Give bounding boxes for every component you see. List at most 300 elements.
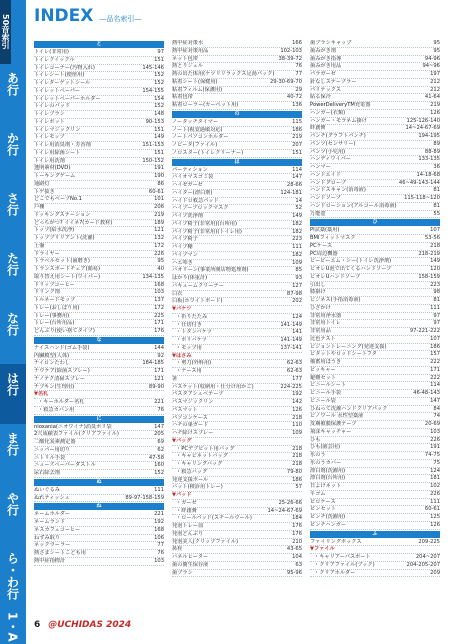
entry-pages: 191 — [430, 444, 440, 451]
entry-pages: 55 — [433, 210, 440, 217]
entry-term: ハンマー — [310, 164, 331, 170]
entry-pages: 28-66 — [286, 182, 302, 188]
entry-pages: 168 — [154, 281, 164, 288]
entry-term: ・クリアホルダー — [314, 569, 356, 576]
entry-pages: 106 — [154, 534, 164, 541]
entry-term: 歯の衛生保存液 — [172, 561, 209, 568]
entry-term: ぬれティッシュ — [34, 494, 70, 501]
side-tab-label: 1・A — [5, 612, 20, 642]
entry-pages: 81 — [433, 187, 440, 194]
index-entry — [310, 48, 440, 56]
entry-pages: 97 — [157, 49, 164, 55]
index-entry — [34, 353, 164, 361]
entry-term: ハンドエイド — [310, 171, 341, 178]
entry-pages: 95-96 — [286, 569, 302, 576]
index-entry — [34, 282, 164, 290]
index-entry — [172, 500, 302, 508]
kana-section-header: は — [172, 159, 302, 166]
entry-term: 皮膚被膜保護テープ — [310, 421, 357, 427]
index-entry — [34, 384, 164, 392]
index-entry — [34, 391, 164, 399]
entry-pages: 52 — [295, 205, 302, 212]
index-column-2 — [172, 40, 302, 577]
entry-pages: 141-149 — [280, 337, 302, 343]
entry-term: ノロスター(トイレクリーナー) — [172, 149, 244, 156]
entry-term: トイレモップ — [34, 134, 65, 141]
index-entry — [172, 523, 302, 531]
entry-term: トルネードモップ — [34, 297, 76, 303]
entry-pages: 46~49-143-144 — [398, 179, 440, 186]
entry-pages: 209 — [430, 569, 440, 576]
entry-term: ・救急バッグ — [176, 468, 208, 475]
entry-pages: 160 — [154, 462, 164, 469]
index-entry — [310, 71, 440, 79]
entry-term: 発達支援ボール — [172, 476, 209, 483]
index-entry — [172, 260, 302, 268]
entry-term: パラガーゼ — [310, 71, 336, 77]
entry-term: ビニール手袋 — [310, 390, 342, 396]
entry-term: ナノテク清掃スプレー — [34, 375, 86, 382]
page-subtitle: ―品名索引― — [99, 15, 142, 23]
entry-term: ハンドローション(アルコール消毒液) — [310, 202, 397, 209]
index-entry — [310, 460, 440, 468]
entry-pages: 125-126-140 — [406, 117, 440, 124]
index-entry — [172, 422, 302, 430]
entry-term: パンツ(センサリー) — [310, 140, 356, 147]
entry-term: パーティション — [172, 166, 208, 173]
entry-term: 歯みがき用品 — [310, 63, 342, 70]
entry-pages: 172 — [154, 304, 164, 311]
entry-pages: 53-56 — [424, 235, 440, 241]
index-entry — [310, 227, 440, 235]
index-entry — [172, 515, 302, 523]
index-entry — [310, 491, 440, 499]
entry-pages: 190 — [154, 173, 164, 179]
index-entry — [34, 258, 164, 266]
index-entry — [34, 439, 164, 447]
entry-term: ねずみ取り — [34, 534, 60, 541]
entry-term: 漂白剤(洗濯用) — [310, 467, 346, 474]
index-entry — [310, 413, 440, 421]
entry-term: PI試薬(薬用) — [310, 227, 340, 234]
entry-pages: 222 — [430, 374, 440, 381]
index-entry — [310, 483, 440, 491]
side-tab-9[interactable] — [0, 544, 26, 604]
entry-pages: 125 — [430, 514, 440, 520]
entry-term: ・キャリングバッグ — [176, 461, 223, 467]
index-entry — [310, 539, 440, 547]
index-entry — [310, 437, 440, 445]
index-entry — [172, 446, 302, 454]
index-entry — [34, 119, 164, 127]
page-number: 6 — [34, 620, 41, 630]
index-entry — [310, 40, 440, 48]
index-entry — [172, 205, 302, 213]
index-entry — [310, 514, 440, 522]
entry-term: パスマジックリン — [172, 399, 214, 405]
entry-pages: 14~24-67-69 — [267, 507, 302, 514]
entry-pages: 184 — [292, 515, 302, 522]
entry-term: 非常用トイレ — [310, 320, 341, 327]
entry-pages: 218 — [292, 461, 302, 467]
entry-pages: 148 — [154, 111, 164, 117]
index-entry — [34, 558, 164, 566]
index-entry — [34, 220, 164, 228]
entry-term: ビノワール 水性型薬液 — [310, 413, 364, 420]
entry-term: トランスボードチェア(簡易) — [34, 266, 100, 272]
entry-pages: 114 — [292, 166, 302, 173]
side-tab-7[interactable] — [0, 424, 26, 484]
index-entry — [310, 468, 440, 476]
index-entry — [34, 150, 164, 158]
index-entry — [310, 398, 440, 406]
entry-pages: 218-219 — [418, 250, 440, 257]
index-entry — [310, 499, 440, 507]
index-entry — [172, 508, 302, 516]
entry-pages: 172 — [154, 242, 164, 249]
entry-pages: 81 — [433, 202, 440, 209]
index-entry — [172, 469, 302, 477]
entry-pages: 38-39-72 — [278, 55, 302, 62]
index-entry — [34, 212, 164, 220]
index-entry — [34, 142, 164, 150]
entry-term: 熱の出た体用(ケツリリラックス足湯パック) — [172, 71, 275, 77]
entry-term: バイオマスゴミ袋 — [172, 174, 214, 181]
entry-term: 飛沫キャッチャー — [310, 428, 352, 435]
entry-term: トレー(事務用) — [34, 312, 70, 319]
entry-pages: 132 — [154, 235, 164, 241]
entry-pages: 63 — [295, 561, 302, 568]
index-entry — [310, 336, 440, 344]
entry-pages: 86 — [157, 180, 164, 187]
entry-term: トイレターゲットシール — [34, 80, 91, 86]
index-entry — [34, 173, 164, 181]
entry-pages: 126 — [292, 406, 302, 413]
index-entry — [310, 79, 440, 87]
entry-pages: 124 — [430, 467, 440, 474]
kana-section-header: の — [172, 111, 302, 118]
entry-term: ・キャビネットバッグ — [176, 453, 228, 460]
index-entry — [310, 195, 440, 203]
index-entry — [34, 376, 164, 384]
index-entry — [172, 142, 302, 150]
index-entry — [172, 306, 302, 314]
index-entry — [172, 267, 302, 275]
entry-term: ひねって洗濯ハンドクリアパック — [310, 405, 388, 412]
entry-term: パイプ椅子 — [172, 236, 198, 243]
index-entry — [172, 190, 302, 198]
entry-term: ・ロールパッド(スチールウール) — [176, 515, 252, 522]
entry-term: ハンドソープ — [310, 195, 341, 201]
entry-term: パスマット — [172, 406, 198, 413]
entry-pages: 111 — [292, 244, 302, 250]
entry-pages: 171 — [154, 368, 164, 374]
index-entry — [310, 164, 440, 172]
side-tab-8[interactable] — [0, 484, 26, 544]
entry-pages: 62-63 — [286, 368, 302, 374]
index-entry — [34, 297, 164, 305]
entry-pages: 154-155 — [142, 87, 164, 94]
side-tab-label: か行 — [5, 132, 20, 156]
entry-pages: 95 — [433, 40, 440, 46]
index-entry — [34, 328, 164, 336]
entry-term: 歯ブラシ — [172, 569, 193, 576]
side-tab-label: な行 — [5, 312, 20, 336]
entry-pages: 171 — [154, 320, 164, 327]
entry-term: ネット包帯 — [172, 55, 198, 62]
entry-term: 熱中症指標計 — [34, 557, 66, 564]
entry-term: 発泡どんぶり — [172, 530, 204, 537]
entry-pages: 97 — [433, 312, 440, 319]
index-entry — [34, 158, 164, 166]
kana-section-header: ぬ — [34, 479, 164, 486]
entry-pages: 115 — [292, 118, 302, 125]
index-entry — [34, 407, 164, 415]
entry-pages: 186 — [430, 343, 440, 350]
entry-pages: 147 — [292, 174, 302, 181]
index-entry — [172, 322, 302, 330]
entry-pages: 209-225 — [418, 538, 440, 545]
entry-pages: 76 — [157, 550, 164, 556]
index-entry — [310, 266, 440, 274]
index-entry — [172, 484, 302, 492]
entry-term: ピッキャー — [310, 366, 336, 373]
index-entry — [34, 368, 164, 376]
index-entry — [310, 554, 440, 562]
entry-term: ドッキングステーション — [34, 211, 91, 218]
entry-pages: 74 — [433, 413, 440, 420]
entry-term: ▼はさみ — [172, 352, 192, 359]
entry-term: トイレ用消臭剤・芳香剤 — [34, 142, 91, 148]
entry-pages: 95 — [433, 47, 440, 54]
index-entry — [172, 562, 302, 570]
index-entry — [172, 531, 302, 539]
entry-pages: 137 — [154, 297, 164, 303]
entry-term: バット(検診用トレー) — [172, 484, 223, 491]
index-entry — [172, 438, 302, 446]
entry-pages: 110 — [292, 422, 302, 429]
index-entry — [34, 360, 164, 368]
index-entry — [172, 174, 302, 182]
entry-term: ナイスハンド(ゴム手袋) — [34, 344, 90, 351]
entry-term: バキュームクリーナー — [172, 282, 224, 289]
entry-pages: 111 — [430, 498, 440, 505]
index-entry — [172, 134, 302, 142]
entry-term: ・折りたたみ — [176, 313, 208, 320]
entry-term: ハンガー・モラネム掛け — [310, 117, 367, 124]
entry-pages: 223 — [292, 236, 302, 243]
entry-pages: 182 — [292, 228, 302, 235]
entry-term: パスタアシュベテープ — [172, 391, 224, 398]
entry-term: ・ポリバケツ — [176, 337, 207, 343]
entry-term: トイレのパッド — [34, 103, 71, 110]
entry-pages: 151 — [154, 126, 164, 133]
entry-pages: 109 — [292, 430, 302, 436]
entry-term: トイレブラシ — [34, 111, 65, 117]
entry-term: ・クリアファイル(ブック) — [314, 561, 375, 568]
index-entry — [34, 266, 164, 274]
index-entry — [172, 539, 302, 547]
entry-term: トイレットペーパーホルダー — [34, 95, 101, 102]
index-entry — [34, 470, 164, 478]
entry-pages: 14~24-67-69 — [405, 125, 440, 132]
entry-pages: 94~96 — [422, 63, 440, 70]
side-tab-label: は行 — [5, 372, 20, 396]
entry-pages: 212 — [430, 78, 440, 85]
index-entry — [34, 65, 164, 73]
index-entry — [310, 118, 440, 126]
entry-pages: 88-89 — [424, 148, 440, 155]
index-entry — [310, 187, 440, 195]
kana-section-header: な — [34, 337, 164, 344]
entry-term: 平ゴム — [310, 490, 326, 497]
entry-pages: 219 — [292, 134, 302, 141]
index-entry — [310, 297, 440, 305]
entry-pages: 74-75 — [424, 452, 440, 458]
entry-pages: 126 — [430, 521, 440, 528]
index-entry — [172, 94, 302, 102]
index-entry — [172, 40, 302, 48]
side-tab-10[interactable] — [0, 604, 26, 644]
entry-term: ノビータ(ファイル) — [172, 142, 218, 148]
index-entry — [34, 511, 164, 519]
side-tab-5[interactable] — [0, 304, 26, 364]
entry-term: ファイリングボックス — [310, 538, 362, 545]
entry-term: ひざかけ — [310, 304, 331, 311]
entry-term: ハンガー(衣類) — [310, 109, 346, 116]
page-header — [34, 6, 141, 26]
entry-pages: 218 — [292, 453, 302, 460]
entry-term: ナプキン(生理用) — [34, 383, 75, 390]
index-entry — [172, 546, 302, 554]
entry-term: トレー(おしぼり用) — [34, 304, 80, 311]
index-entry — [310, 452, 440, 460]
index-entry — [172, 314, 302, 322]
side-tab-label: あ行 — [5, 72, 20, 96]
entry-pages: 189 — [154, 219, 164, 226]
index-entry — [172, 376, 302, 384]
index-entry — [310, 375, 440, 383]
entry-term: 熱中症対策水 — [172, 40, 204, 46]
entry-term: ・剪刀(外科用) — [176, 360, 212, 367]
index-entry — [310, 320, 440, 328]
entry-pages: 60-61 — [148, 188, 164, 195]
index-entry — [310, 367, 440, 375]
entry-pages: 226 — [430, 490, 440, 497]
entry-pages: 221 — [154, 399, 164, 405]
side-tab-label: ら・わ行 — [5, 552, 20, 600]
entry-term: ・ガーゼ — [176, 499, 197, 506]
index-entry — [172, 298, 302, 306]
index-entry — [172, 63, 302, 71]
entry-pages: 152 — [154, 80, 164, 86]
entry-term: 氷のうカバー — [310, 459, 342, 466]
entry-term: はかり(体重計) — [172, 275, 208, 281]
side-tab-6[interactable] — [0, 364, 26, 424]
entry-pages: 150-152 — [142, 157, 164, 164]
index-entry — [34, 88, 164, 96]
index-entry — [34, 542, 164, 550]
entry-term: 粘着フィルム(保護用) — [172, 86, 223, 93]
entry-term: パンチ(グラフトパンチ) — [310, 133, 366, 139]
entry-term: 熱とりジェル — [172, 63, 204, 70]
entry-term: ビニールシート — [310, 382, 347, 389]
index-entry — [34, 274, 164, 282]
entry-pages: 102-103 — [280, 47, 302, 54]
entry-term: ▼バケツ — [172, 306, 192, 312]
entry-pages: 111 — [154, 486, 164, 493]
entry-term: 引出し — [310, 281, 326, 288]
index-entry — [310, 328, 440, 336]
index-entry — [172, 56, 302, 64]
entry-term: ビオレU泡で出てくるハンドソープ — [310, 266, 392, 272]
entry-term: ハイドロ救急パッド — [172, 197, 219, 204]
side-tab-label: さ行 — [5, 192, 20, 216]
entry-term: トゲ抜き — [34, 188, 55, 195]
side-tab-label: や行 — [5, 492, 20, 516]
index-entry — [310, 133, 440, 141]
entry-pages: 197 — [430, 71, 440, 77]
entry-pages: 92 — [157, 352, 164, 359]
side-tab-3[interactable] — [0, 184, 26, 244]
entry-pages: 184-185 — [142, 360, 164, 367]
index-entry — [34, 235, 164, 243]
entry-pages: 115-118~120 — [404, 195, 440, 201]
entry-term: 粘着シート(保健用) — [172, 78, 218, 85]
entry-pages: 136 — [292, 102, 302, 108]
entry-pages: 223 — [430, 281, 440, 288]
entry-pages: 194-195 — [418, 133, 440, 139]
entry-pages: 76 — [295, 63, 302, 70]
entry-pages: 166 — [292, 40, 302, 46]
entry-pages: 176 — [154, 328, 164, 334]
entry-term: ビジネス(手指消毒液) — [310, 297, 361, 303]
entry-pages: 144 — [154, 344, 164, 351]
entry-pages: 60-61 — [424, 506, 440, 513]
entry-pages: 181 — [430, 475, 440, 482]
entry-term: 氷のう — [310, 452, 326, 458]
index-entry — [34, 519, 164, 527]
entry-pages: 36 — [433, 164, 440, 170]
index-entry — [34, 196, 164, 204]
side-tab-2[interactable] — [0, 124, 26, 184]
entry-pages: 14 — [295, 197, 302, 204]
entry-pages: 147 — [430, 397, 440, 404]
entry-term: 通路灯 — [34, 180, 50, 187]
entry-pages: 103 — [154, 289, 164, 296]
entry-pages: 152 — [154, 72, 164, 79]
entry-pages: 154 — [154, 95, 164, 102]
entry-pages: 207 — [292, 142, 302, 148]
entry-pages: 77 — [295, 71, 302, 77]
index-entry — [172, 391, 302, 399]
index-entry — [310, 211, 440, 219]
entry-term: ピンチハンガー — [310, 521, 347, 528]
entry-term: 尿石除去剤 — [34, 470, 60, 476]
side-tab-4[interactable] — [0, 244, 26, 304]
entry-pages: 191 — [154, 165, 164, 172]
index-entry — [310, 63, 440, 71]
index-entry — [172, 79, 302, 87]
side-tab-1[interactable] — [0, 64, 26, 124]
entry-pages: 40-72 — [286, 94, 302, 101]
index-entry — [310, 258, 440, 266]
entry-term: 歯ブラシキャップ — [310, 40, 352, 46]
entry-pages: 204~207 — [415, 554, 440, 560]
index-entry — [310, 444, 440, 452]
entry-pages: 168 — [154, 526, 164, 533]
index-entry — [34, 550, 164, 558]
